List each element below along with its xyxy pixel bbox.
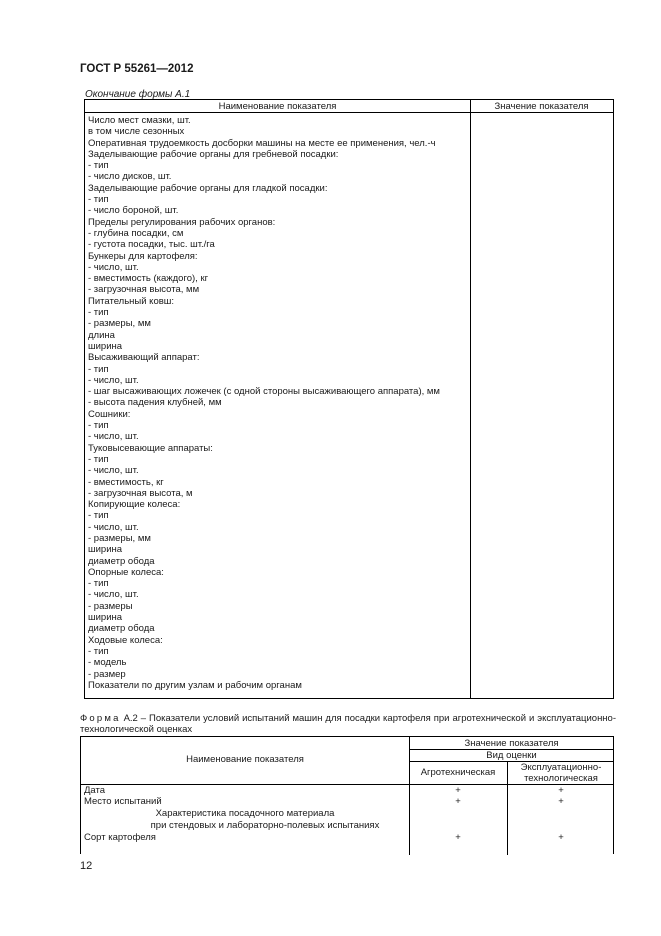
table-row: Опорные колеса:: [88, 566, 164, 578]
table-row: - число дисков, шт.: [88, 171, 172, 183]
table-row: - высота падения клубней, мм: [88, 397, 222, 409]
table-row: - модель: [88, 657, 127, 669]
table-row: Питательный ковш:: [88, 295, 175, 307]
table-row: Число мест смазки, шт.: [88, 115, 191, 126]
row-date: Дата: [84, 785, 106, 796]
row-sort: Сорт картофеля: [84, 832, 156, 843]
table-row: - шаг высаживающих ложечек (с одной стороны высаживающего аппарата), мм: [88, 386, 440, 398]
table-row: - тип: [88, 420, 109, 432]
table-row: ширина: [88, 340, 123, 352]
table-row: - размеры, мм: [88, 532, 151, 544]
table-row: - тип: [88, 578, 109, 590]
column-header-kind: Вид оценки: [486, 750, 537, 761]
table-row: - размеры, мм: [88, 318, 151, 330]
table-row: Бункеры для картофеля:: [88, 250, 198, 262]
table-row: Туковысевающие аппараты:: [88, 442, 213, 454]
table-row: - загрузочная высота, м: [88, 487, 193, 499]
form-a2-caption: [80, 713, 616, 735]
table-row: диаметр обода: [88, 623, 155, 635]
table-row: - число, шт.: [88, 374, 139, 386]
table-row: ширина: [88, 544, 123, 556]
table-row: Оперативная трудоемкость досборки машины на месте ее применения, чел.-ч: [88, 137, 436, 149]
table-row: - густота посадки, тыс. шт./га: [88, 239, 215, 251]
mark-date-agro: +: [455, 785, 461, 796]
table-row: - тип: [88, 453, 109, 465]
table-row: - число, шт.: [88, 431, 139, 443]
table-row: Ходовые колеса:: [88, 634, 163, 646]
table-row: - тип: [88, 307, 109, 319]
table-row: - тип: [88, 160, 109, 172]
table-row: диаметр обода: [88, 555, 155, 567]
form-a1-table: [84, 99, 614, 699]
column-header-name: Наименование показателя: [186, 754, 304, 765]
form-a1-rows: [88, 115, 440, 691]
table-row: Заделывающие рабочие органы для гладкой посадки:: [88, 182, 328, 194]
table-row: - число, шт.: [88, 521, 139, 533]
row-place: Место испытаний: [84, 796, 162, 807]
table-row: Высаживающий аппарат:: [88, 352, 200, 364]
page-number: 12: [80, 860, 93, 872]
column-divider: [507, 761, 508, 855]
column-header-name: Наименование показателя: [85, 100, 470, 113]
table-row: Копирующие колеса:: [88, 499, 181, 511]
form-a2-table: [80, 736, 614, 854]
table-row: - тип: [88, 363, 109, 375]
mark-place-agro: +: [455, 796, 461, 807]
form-a1-caption: Окончание формы А.1: [85, 89, 191, 100]
table-row: - число, шт.: [88, 261, 139, 273]
form-a2-caption-prefix: Форма: [80, 713, 121, 724]
table-row: Показатели по другим узлам и рабочим органам: [88, 679, 302, 691]
column-divider: [470, 100, 471, 698]
row-divider: [81, 784, 614, 785]
table-row: - число, шт.: [88, 465, 139, 477]
table-row: Заделывающие рабочие органы для гребневой посадки:: [88, 148, 339, 160]
mark-sort-agro: +: [455, 832, 461, 843]
column-header-value: Значение показателя: [470, 100, 613, 113]
table-row: - загрузочная высота, мм: [88, 284, 200, 296]
table-row: - размеры: [88, 600, 133, 612]
table-row: Пределы регулирования рабочих органов:: [88, 216, 276, 228]
column-header-value: Значение показателя: [464, 738, 559, 749]
mark-date-expl: +: [558, 785, 564, 796]
table-row: - глубина посадки, см: [88, 227, 184, 239]
table-row: - тип: [88, 510, 109, 522]
table-row: длина: [88, 329, 115, 341]
table-row: Сошники:: [88, 408, 131, 420]
document-header: ГОСТ Р 55261—2012: [80, 63, 194, 75]
mark-sort-expl: +: [558, 832, 564, 843]
table-row: - число, шт.: [88, 589, 139, 601]
table-row: - вместимость, кг: [88, 476, 164, 488]
table-row: - размер: [88, 668, 126, 680]
column-header-expl: Эксплуатационно-технологическая: [520, 762, 602, 784]
table-row: ширина: [88, 612, 123, 624]
table-row: - число бороной, шт.: [88, 205, 179, 217]
mark-place-expl: +: [558, 796, 564, 807]
table-row: - вместимость (каждого), кг: [88, 273, 209, 285]
table-row: - тип: [88, 194, 109, 206]
form-a2-caption-text: А.2 – Показатели условий испытаний машин для посадки картофеля при агротехнической и эксплуатационно-технологической оценках: [80, 713, 617, 735]
column-header-agro: Агротехническая: [420, 767, 496, 778]
table-row: в том числе сезонных: [88, 126, 185, 138]
row-section-subtitle: при стендовых и лабораторно-полевых испытаниях: [150, 820, 380, 831]
row-section-title: Характеристика посадочного материала: [155, 808, 335, 819]
table-row: - тип: [88, 645, 109, 657]
